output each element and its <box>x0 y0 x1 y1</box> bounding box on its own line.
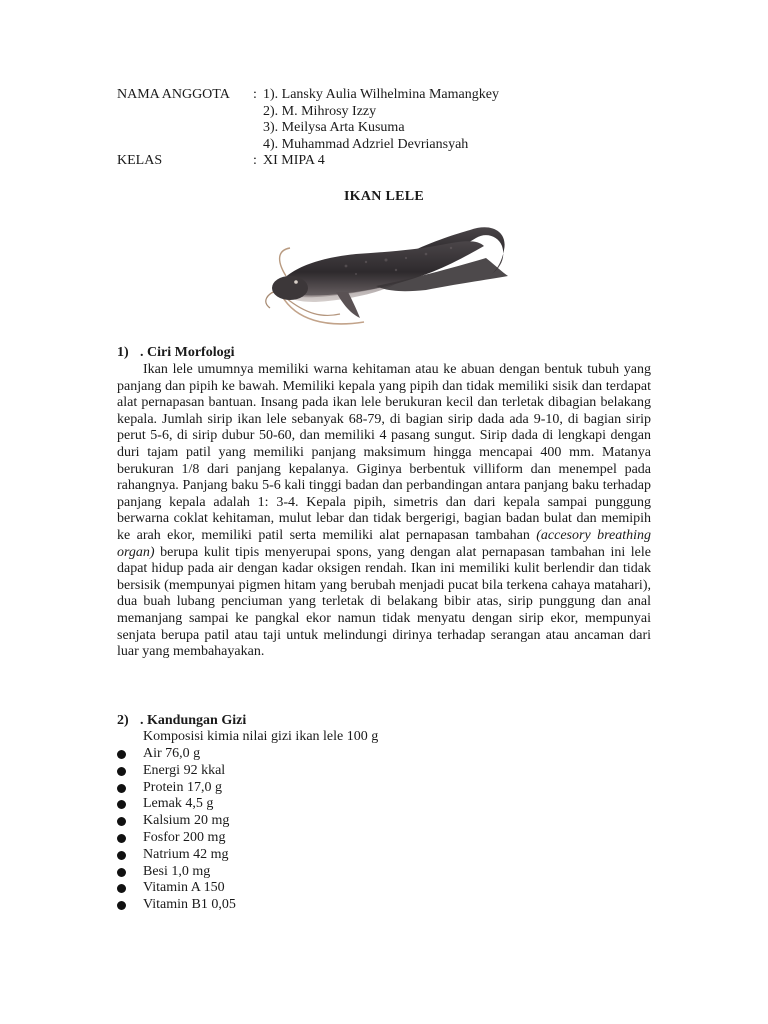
class-value: XI MIPA 4 <box>263 153 325 169</box>
list-item: Air 76,0 g <box>117 746 236 763</box>
member-info <box>117 87 499 170</box>
list-item: Lemak 4,5 g <box>117 796 236 813</box>
list-item: Vitamin A 150 <box>117 880 236 897</box>
section-heading-morfologi <box>117 345 234 362</box>
bullet-icon <box>117 851 126 860</box>
list-item: Kalsium 20 mg <box>117 813 236 830</box>
member-name: 3). Meilysa Arta Kusuma <box>263 120 405 136</box>
class-label: KELAS <box>117 153 163 169</box>
bullet-icon <box>117 901 126 910</box>
paragraph-text: berupa kulit tipis menyerupai spons, yang dengan alat pernapasan tambahan ini lele dapat hidup pada air dengan kadar oksigen rendah. Ikan ini memiliki kulit berlendir dan tidak bersisik (mempunyai pigmen hitam yang berubah menjadi pucat bila terkena cahaya matahari), dua buah lubang penciuman yang terletak di belakang bibir atas, sirip punggung dan anal memanjang sampai ke pangkal ekor namun tidak menyatu dengan sirip ekor, mempunyai senjata berupa patil atau taji untuk melindungi dirinya terhadap serangan atau ancaman dari luar yang membahayakan. <box>117 544 651 660</box>
bullet-icon <box>117 767 126 776</box>
document-title: IKAN LELE <box>343 189 425 204</box>
list-item: Protein 17,0 g <box>117 780 236 797</box>
bullet-icon <box>117 868 126 877</box>
section-number: 1) <box>117 345 129 360</box>
colon: : <box>253 153 257 169</box>
section-number: 2) <box>117 713 129 728</box>
list-item: Fosfor 200 mg <box>117 830 236 847</box>
catfish-image <box>256 210 516 342</box>
catfish-photo-icon <box>256 210 516 342</box>
list-item: Natrium 42 mg <box>117 847 236 864</box>
bullet-icon <box>117 834 126 843</box>
members-label: NAMA ANGGOTA <box>117 87 230 102</box>
section-heading-gizi <box>117 713 246 730</box>
member-name: 2). M. Mihrosy Izzy <box>263 103 377 119</box>
italic-term: (accesory breathing organ) <box>117 527 651 560</box>
bullet-icon <box>117 800 126 809</box>
section-title: . Ciri Morfologi <box>140 345 235 360</box>
morfologi-paragraph <box>117 362 651 661</box>
bullet-icon <box>117 784 126 793</box>
bullet-icon <box>117 750 126 759</box>
bullet-icon <box>117 817 126 826</box>
list-item: Besi 1,0 mg <box>117 864 236 881</box>
gizi-intro: Komposisi kimia nilai gizi ikan lele 100 g <box>143 729 379 744</box>
nutrition-list <box>117 746 236 914</box>
list-item: Energi 92 kkal <box>117 763 236 780</box>
member-name: 1). Lansky Aulia Wilhelmina Mamangkey <box>263 87 499 102</box>
section-title: . Kandungan Gizi <box>140 713 247 728</box>
member-name: 4). Muhammad Adzriel Devriansyah <box>263 136 469 152</box>
paragraph-text: Ikan lele umumnya memiliki warna kehitaman atau ke abuan dengan bentuk tubuh yang panjang dan pipih ke bawah. Memiliki kepala yang pipih dan tidak memiliki sisik dan terdapat alat pernapasan bantuan. Insang pada ikan lele berukuran kecil dan terletak dibagian belakang kepala. Jumlah sirip ikan lele sebanyak 68-79, di bagian sirip dada ada 9-10, di bagian sirip perut 5-6, di sirip dubur 50-60, dan memiliki 4 pasang sungut. Sirip dada di lengkapi dengan duri tajam patil yang memiliki panjang maksimum hingga mencapai 400 mm. Matanya berukuran 1/8 dari panjang kepalanya. Giginya berbentuk villiform dan menempel pada rahangnya. Panjang baku 5-6 kali tinggi badan dan perbandingan antara panjang baku terhadap panjang kepala adalah 1: 3-4. Kepala pipih, simetris dan dari kepala sampai punggung berwarna coklat kehitaman, mulut lebar dan tidak bergerigi, bagian badan bulat dan memipih ke arah ekor, memiliki patil serta memiliki alat pernapasan tambahan <box>117 362 651 543</box>
list-item: Vitamin B1 0,05 <box>117 897 236 914</box>
colon: : <box>253 87 257 102</box>
bullet-icon <box>117 884 126 893</box>
